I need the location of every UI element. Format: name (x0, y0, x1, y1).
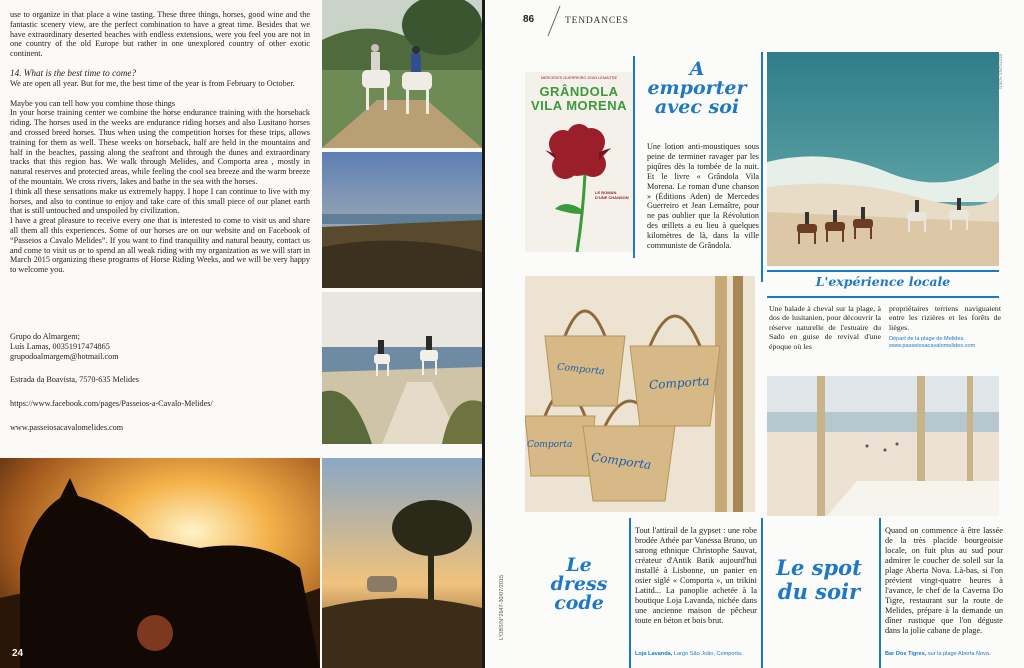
spot-title-line1: Le spot (776, 555, 862, 580)
contact-name-phone: Luís Lamas, 00351917474865 (10, 341, 110, 351)
experience-text-col2: propriétaires terriens naviguaient entre les rizières et les forêts de lièges. (889, 304, 1001, 332)
spot-credit-name: Bar Dos Tigres, (885, 651, 927, 657)
left-page-number: 24 (12, 648, 24, 659)
emporter-title-line1: A (689, 58, 705, 80)
photo-coast-sunset (322, 152, 482, 288)
dress-text: Tout l'attirail de la gypset : une robe brodée Athée par Vanessa Bruno, un sarong ethnique Christophe Sauvat, créateur d'Antik Batik aujourd'hui installé à Lisbonne, un panier en osier siglé « Comporta », un trikini Latitd... La panoplie achetée à la boutique Loja Lavanda, nichée dans une ancienne maison de pêcheur toute en béton et bois brut. (635, 526, 757, 625)
website-link[interactable]: www.passeiosacavalomelides.com (10, 422, 124, 432)
emporter-title (641, 60, 753, 117)
baskets-illustration (525, 276, 755, 512)
dress-title-line2: dress (550, 573, 608, 595)
basket-label-2: Comporta (648, 373, 710, 393)
contact-block (10, 332, 310, 433)
carnation-illustration (525, 114, 633, 252)
divider-column (761, 52, 763, 282)
interview-text-column (10, 10, 310, 275)
spot-credit (885, 651, 991, 657)
photo-horse-silhouette-sunset (0, 458, 320, 668)
experience-title: L'expérience locale (815, 274, 951, 289)
section-title: TENDANCES (565, 16, 629, 26)
divider-spot-right (879, 518, 881, 668)
experience-text-col1: Une balade à cheval sur la plage, à dos de lusitanien, pour découvrir la réserve naturelle de l'estuaire du Sado en guise de revival d'une époque où les (769, 304, 881, 351)
experience-credit-label: Départ de la plage de Melides. (889, 336, 965, 342)
spot-credit-address: sur la plage Aberta Nova. (927, 651, 991, 657)
photo-trees-sunset (322, 458, 482, 668)
header-slash-divider (547, 6, 561, 36)
address: Estrada da Boavista, 7570-635 Melides (10, 375, 139, 385)
book-cover (525, 72, 633, 252)
divider-book (633, 56, 635, 258)
answer-paragraph: We are open all year. But for me, the best time of the year is from February to October. (10, 78, 295, 88)
photo-side-credit: ÉDITIONS ADEN (998, 54, 1003, 89)
photo-riders-trail (322, 0, 482, 148)
dress-title (533, 556, 625, 613)
book-authors: MERCEDES GUERREIRO JEAN LEMAITRE (540, 76, 618, 80)
question-heading: 14. What is the best time to come? (10, 67, 137, 78)
basket-label-1: Comporta (556, 361, 606, 378)
divider-dress-left (629, 518, 631, 668)
experience-credit-url[interactable]: www.passeiosacavalomelides.com (889, 343, 976, 349)
book-subtitle: LE ROMAN D'UNE CHANSON (595, 190, 629, 200)
dress-credit-name: Loja Lavanda, (635, 651, 673, 657)
basket-label-3: Comporta (527, 440, 573, 450)
vertical-folio: L'OBS/N°2647-30/07/2015 (499, 574, 505, 640)
body-paragraph-1: In your horse training center we combine the horse endurance training with the horseback riding. The horses used in the weeks are endurance riding horses and also Lusitano horses and crossed breed horses. Thus when using the competition horses for these trips, allows training for them as well. These weeks on horseback, half are held in the mountains and half in the beaches, passing along the seafront and through the dunes and extraordinary tracks that this region has. We walk through Melides, and Comporta area , mostly in natural reserves and protected areas, while feeling the cool sea breeze and the warm breeze of the mountain. We cross rivers, lakes and bathe in the sea with the horses. (10, 108, 310, 186)
book-title-line1: GRÂNDOLA (539, 84, 619, 99)
riders-trail-illustration (322, 0, 482, 148)
beach-bar-illustration (767, 376, 999, 516)
photo-beach-riders (767, 52, 999, 266)
right-page-number: 86 (523, 14, 535, 25)
trees-sunset-illustration (322, 458, 482, 668)
spot-title-line2: du soir (777, 579, 861, 604)
dress-credit (635, 651, 743, 657)
horse-silhouette-illustration (0, 458, 320, 668)
emporter-text: Une lotion anti-moustiques sous peine de terminer ravager par les piqûres dès la tombée de la nuit. Et le livre « Grândola Vila Morena. Le roman d'une chanson » (Éditions Aden) de Mercedes Guerreiro et Jean Lemaître, pour ne pas oublier que la Révolution des œillets a eu lieu à quelques kilomètres de là, dans la ville communiste de Grândola. (647, 142, 759, 251)
dress-title-line1: Le (566, 554, 592, 576)
emporter-title-line3: avec soi (654, 96, 740, 118)
divider-experience-bottom (767, 296, 999, 298)
contact-organization: Grupo do Almargem; (10, 332, 80, 341)
intro-paragraph: use to organize in that place a wine tasting. These three things, horses, good wine and the fantastic scenery view, are the perfect combination to have a great time. Besides that we have extraordinary deserted beaches with endless extensions, were you feel you are not in one country of the old Europe but rather in one unexplored country of other exotic continent. (10, 10, 310, 59)
divider-experience-top (767, 270, 999, 272)
book-title (525, 85, 633, 113)
question2-paragraph: Maybe you can tell how you combine those things (10, 98, 176, 108)
photo-comporta-baskets (525, 276, 755, 512)
coast-sunset-illustration (322, 152, 482, 288)
dress-title-line3: code (554, 592, 604, 614)
spot-title (765, 556, 873, 604)
book-title-line2: VILA MORENA (530, 98, 628, 113)
spot-text: Quand on commence à être lassée de la très placide bourgeoisie locale, on fuit plus au sud pour admirer le coucher de soleil sur la plage Aberta Nova. Là-bas, si l'on prévient vingt-quatre heures à l'avance, le chef de la Caverna Do Tigre, restaurant sur la route de Melides, prépare à la demande un dîner rustique que l'on déguste dans la jolie cabane de plage. (885, 526, 1003, 635)
contact-email[interactable]: grupodoalmargem@hotmail.com (10, 351, 119, 361)
emporter-title-line2: emporter (647, 77, 747, 99)
right-page (485, 0, 1024, 668)
photo-beach-bar (767, 376, 999, 516)
left-page (0, 0, 482, 668)
riders-beach-illustration (322, 292, 482, 444)
facebook-link[interactable]: https://www.facebook.com/pages/Passeios-a-Cavalo-Melides/ (10, 399, 213, 409)
dress-credit-address: Largo São João, Comporta. (673, 651, 743, 657)
body-paragraph-3: I have a great pleasure to receive every one that is interested to come to visit us and share all them all this experiences. Some of our horses are on our website and on Facebook of “Passeios a Cavalo Melides”. If you want to find tranquility and natural beauty, contact us and come to visit us or to spend an all weak riding with my organization as we will start in March 2015 organizing these programs of Horse Riding Weeks, and we will be very happy to welcome you. (10, 216, 310, 275)
photo-riders-beach (322, 292, 482, 444)
basket-label-4: Comporta (590, 449, 653, 473)
beach-riders-illustration (767, 52, 999, 266)
divider-spot-left (761, 518, 763, 668)
body-paragraph-2: I think all these sensations make us extremely happy. I hope I can continue to live with my horses, and also to continue to enjoy and take care of this small piece of our planet earth that is still untouched and unspoiled by civilization. (10, 186, 310, 216)
